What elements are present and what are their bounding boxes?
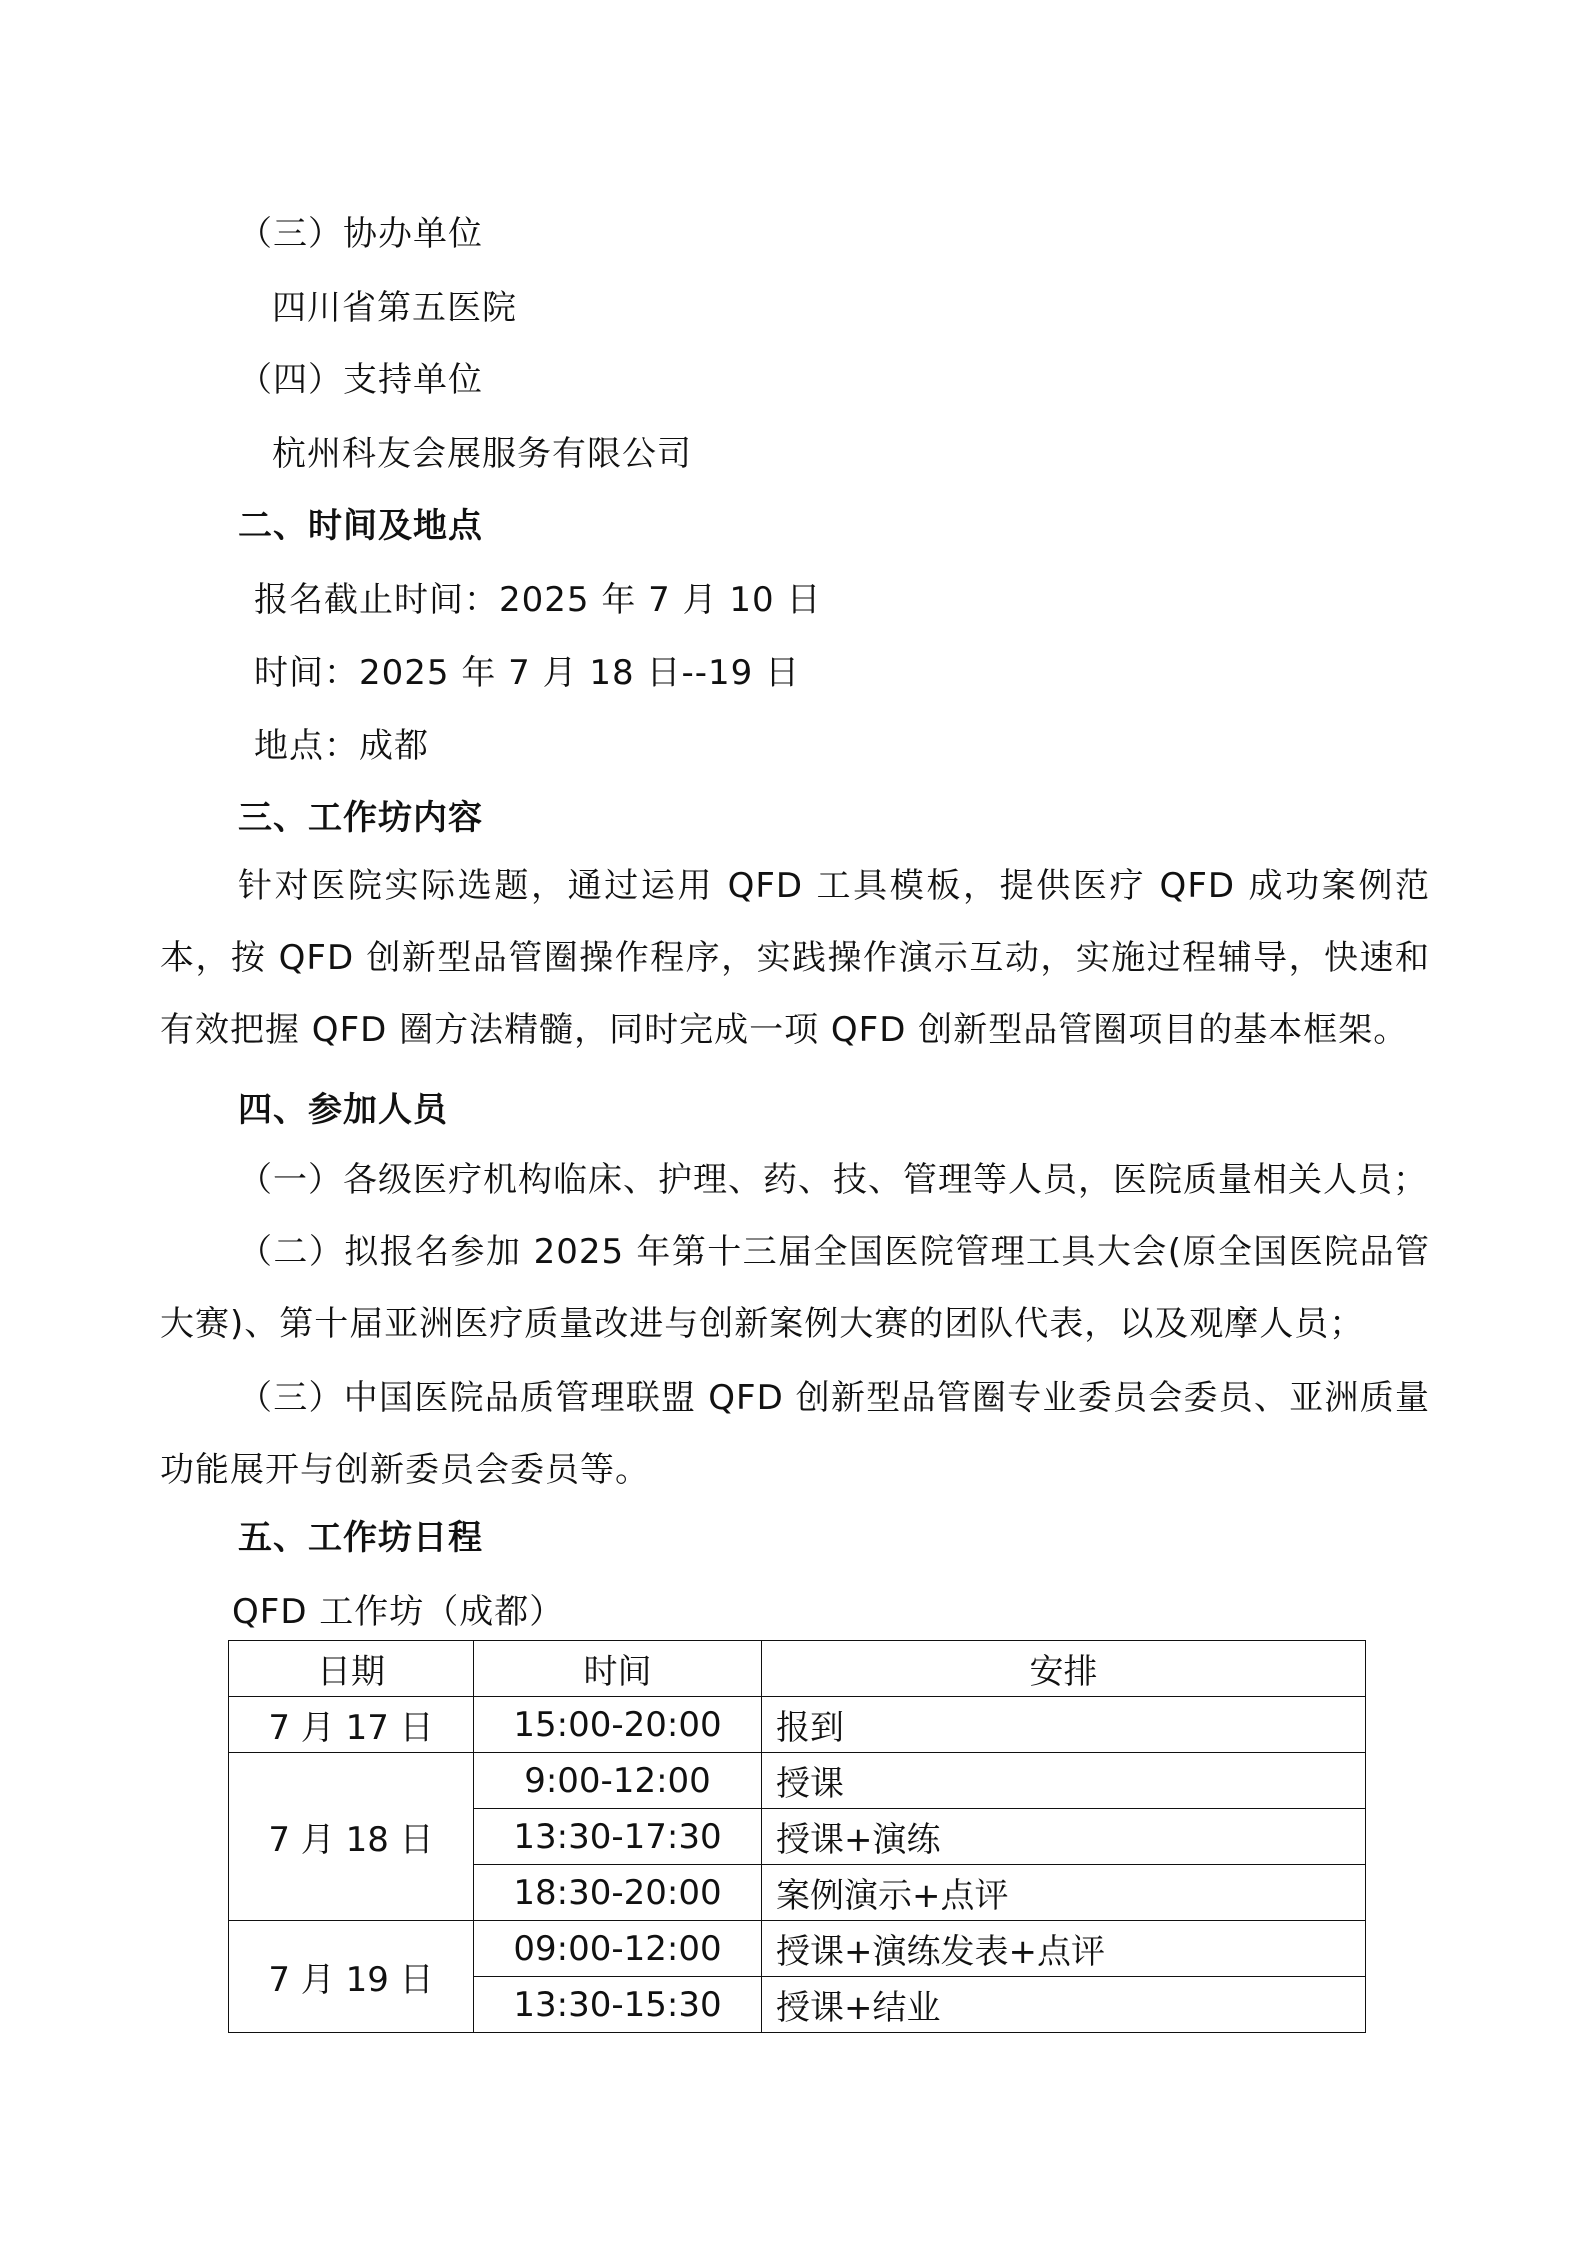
date-cell: 7 月 18 日 — [229, 1753, 474, 1921]
support-unit-name: 杭州科友会展服务有限公司 — [272, 434, 692, 474]
schedule-table — [228, 1640, 1366, 2033]
plan-cell: 报到 — [762, 1697, 1366, 1753]
time-cell: 09:00-12:00 — [474, 1921, 762, 1977]
table-header-row — [229, 1641, 1366, 1697]
plan-cell: 授课+演练发表+点评 — [762, 1921, 1366, 1977]
plan-cell: 案例演示+点评 — [762, 1865, 1366, 1921]
plan-cell: 授课 — [762, 1753, 1366, 1809]
header-plan: 安排 — [762, 1641, 1366, 1697]
assist-unit-name: 四川省第五医院 — [272, 288, 517, 328]
time-cell: 13:30-17:30 — [474, 1809, 762, 1865]
table-row — [229, 1921, 1366, 1977]
support-unit-heading: （四）支持单位 — [238, 360, 483, 400]
header-date: 日期 — [229, 1641, 474, 1697]
time-cell: 13:30-15:30 — [474, 1977, 762, 2033]
content-heading: 三、工作坊内容 — [238, 798, 483, 838]
date-cell: 7 月 19 日 — [229, 1921, 474, 2033]
plan-cell: 授课+演练 — [762, 1809, 1366, 1865]
date-cell: 7 月 17 日 — [229, 1697, 474, 1753]
assist-unit-heading: （三）协办单位 — [238, 214, 483, 254]
schedule-caption: QFD 工作坊（成都） — [232, 1592, 565, 1632]
event-time: 时间：2025 年 7 月 18 日--19 日 — [254, 653, 801, 693]
participants-item-2: （二）拟报名参加 2025 年第十三届全国医院管理工具大会(原全国医院品管大赛)、第十届亚洲医疗质量改进与创新案例大赛的团队代表，以及观摩人员； — [160, 1232, 1430, 1344]
content-paragraph: 针对医院实际选题，通过运用 QFD 工具模板，提供医疗 QFD 成功案例范本，按 QFD 创新型品管圈操作程序，实践操作演示互动，实施过程辅导，快速和有效把握 QFD 圈方法精髓，同时完成一项 QFD 创新型品管圈项目的基本框架。 — [160, 866, 1430, 1050]
table-row — [229, 1697, 1366, 1753]
time-cell: 18:30-20:00 — [474, 1865, 762, 1921]
time-cell: 15:00-20:00 — [474, 1697, 762, 1753]
table-row — [229, 1753, 1366, 1809]
participants-item-1: （一）各级医疗机构临床、护理、药、技、管理等人员，医院质量相关人员； — [238, 1160, 1428, 1200]
event-place: 地点：成都 — [254, 726, 429, 766]
time-cell: 9:00-12:00 — [474, 1753, 762, 1809]
plan-cell: 授课+结业 — [762, 1977, 1366, 2033]
registration-deadline: 报名截止时间：2025 年 7 月 10 日 — [254, 580, 822, 620]
time-place-heading: 二、时间及地点 — [238, 506, 483, 546]
schedule-heading: 五、工作坊日程 — [238, 1518, 483, 1558]
header-time: 时间 — [474, 1641, 762, 1697]
participants-item-3: （三）中国医院品质管理联盟 QFD 创新型品管圈专业委员会委员、亚洲质量功能展开与创新委员会委员等。 — [160, 1378, 1430, 1490]
participants-heading: 四、参加人员 — [238, 1090, 448, 1130]
